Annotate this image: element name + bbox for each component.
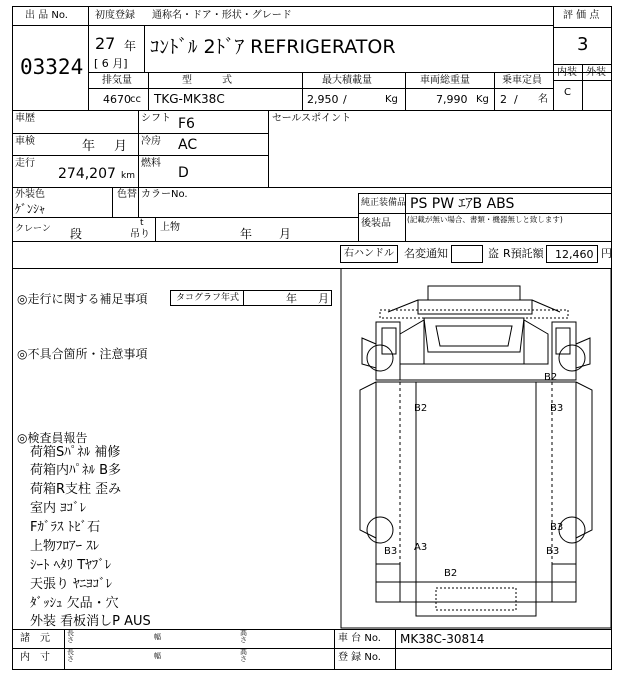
damage-mark: B3 <box>546 546 560 557</box>
color-no2-label: カラーNo. <box>141 189 188 200</box>
interior-dims-label: 内 寸 <box>20 652 50 663</box>
inspection-month: 月 <box>114 139 128 154</box>
recycle-unit: 円 <box>601 247 612 260</box>
list-item: 天張り ﾔﾆﾖｺﾞﾚ <box>30 577 113 592</box>
equipment-value: PS PW ｴｱB ABS <box>410 196 515 212</box>
exterior-label: 外装 <box>586 67 606 78</box>
color-no-label: 色替 <box>117 189 137 200</box>
chassis-value: MK38C-30814 <box>400 632 485 646</box>
fuel-value: D <box>178 165 189 181</box>
ac-value: AC <box>178 137 198 153</box>
damage-mark: A3 <box>414 542 428 553</box>
gross-weight: 7,990 <box>436 93 468 106</box>
color-label: 外装色 <box>15 189 45 200</box>
displacement: 4670 <box>103 93 131 106</box>
height-label: 高さ <box>240 629 247 644</box>
list-item: 荷箱Sﾊﾟﾈﾙ 補修 <box>30 445 121 460</box>
first-reg-label: 初度登録 <box>95 10 135 21</box>
model: TKG-MK38C <box>154 92 225 106</box>
reg-month: [ 6 月] <box>94 57 128 70</box>
list-item: ﾀﾞｯｼｭ 欠品・穴 <box>30 596 119 611</box>
mileage-unit: km <box>121 171 135 181</box>
tax-label: 盗 <box>488 247 499 260</box>
equipment-label: 純正装備品 <box>361 198 407 208</box>
aftermarket-label: 後装品 <box>361 218 391 229</box>
name-label: 通称名・ドア・形状・グレード <box>152 10 292 21</box>
shift-value: F6 <box>178 116 195 132</box>
displacement-unit: cc <box>130 94 141 105</box>
damage-mark: B3 <box>550 403 564 414</box>
lot-no-label: 出 品 No. <box>25 10 68 21</box>
capacity-unit: 名 <box>538 94 548 105</box>
list-item: 外装 看板消しP AUS <box>30 614 151 629</box>
length-label-2: 長さ <box>67 648 74 663</box>
upper-label: 上物 <box>160 222 180 233</box>
max-load: 2,950 <box>307 93 339 106</box>
lot-no: 03324 <box>20 55 84 79</box>
history-label: 車歴 <box>15 113 35 124</box>
damage-mark: B2 <box>414 403 428 414</box>
displacement-label: 排気量 <box>102 75 132 86</box>
crane-label: クレーン <box>15 224 51 234</box>
upper-month: 月 <box>279 227 292 241</box>
reg-year: 27 <box>95 34 116 53</box>
grade-value: 3 <box>577 34 589 55</box>
max-load-sep: / <box>343 93 347 106</box>
name-change-label: 名変通知 <box>404 247 448 260</box>
aftermarket-note: (記載が無い場合、書類・機器無しと致します) <box>407 215 563 224</box>
fuel-label: 燃料 <box>141 158 161 169</box>
inspector-label: ◎検査員報告 <box>17 431 88 445</box>
right-hand-label: 右ハンドル <box>344 248 394 259</box>
list-item: 上物ﾌﾛｱｰ ｽﾚ <box>30 539 100 554</box>
crane-hook: 吊り <box>130 229 150 240</box>
tacho-label: タコグラフ年式 <box>176 293 240 303</box>
list-item: 荷箱R支柱 歪み <box>30 482 122 497</box>
color-value: ｹﾞﾝｼｬ <box>15 202 46 216</box>
shift-label: シフト <box>141 113 171 124</box>
crane-stage: 段 <box>70 227 83 241</box>
tacho-year: 年 <box>286 292 297 305</box>
inspection-year: 年 <box>82 139 96 154</box>
ac-label: 冷房 <box>141 136 161 147</box>
list-item: Fｶﾞﾗｽ ﾄﾋﾞ石 <box>30 520 101 535</box>
driving-notes-label: ◎走行に関する補足事項 <box>17 292 148 306</box>
capacity: 2 <box>500 93 507 106</box>
dims-label: 諸 元 <box>20 633 50 644</box>
list-item: ｼｰﾄ ﾍﾀﾘ Tﾔﾌﾞﾚ <box>30 558 112 573</box>
max-load-unit: Kg <box>385 94 398 105</box>
damage-mark: B3 <box>550 522 564 533</box>
width-label: 幅 <box>154 633 161 641</box>
recycle-value: 12,460 <box>555 248 594 261</box>
height-label-2: 高さ <box>240 648 247 663</box>
interior-grade: C <box>564 87 571 98</box>
gross-weight-label: 車両総重量 <box>420 75 470 86</box>
damage-mark: B2 <box>444 568 458 579</box>
width-label-2: 幅 <box>154 652 161 660</box>
max-load-label: 最大積載量 <box>322 75 372 86</box>
truck-diagram <box>340 268 612 629</box>
model-label: 型 式 <box>182 75 232 86</box>
capacity-label: 乗車定員 <box>502 75 542 86</box>
length-label: 長さ <box>67 629 74 644</box>
capacity-sep: / <box>514 93 518 106</box>
list-item: 荷箱内ﾊﾟﾈﾙ B多 <box>30 463 122 478</box>
tacho-month: 月 <box>318 292 329 305</box>
interior-label: 内装 <box>557 67 577 78</box>
sales-point-label: セールスポイント <box>272 113 352 124</box>
damage-mark: B2 <box>544 372 558 383</box>
recycle-label: R預託額 <box>503 247 544 260</box>
crane-t: t <box>140 218 144 228</box>
mileage: 274,207 <box>58 166 116 182</box>
grade-label: 評 価 点 <box>563 10 600 21</box>
list-item: 室内 ﾖｺﾞﾚ <box>30 501 87 516</box>
reg-label: 登 録 No. <box>338 652 381 663</box>
chassis-label: 車 台 No. <box>338 633 381 644</box>
damage-mark: B3 <box>384 546 398 557</box>
name-change-box <box>451 245 483 263</box>
inspection-label: 車検 <box>15 136 35 147</box>
car-name: ｺﾝﾄﾞﾙ 2ﾄﾞｱ REFRIGERATOR <box>150 36 396 58</box>
defects-label: ◎不具合箇所・注意事項 <box>17 347 148 361</box>
upper-year: 年 <box>240 227 253 241</box>
mileage-label: 走行 <box>15 158 35 169</box>
reg-year-unit: 年 <box>124 39 137 53</box>
gross-weight-unit: Kg <box>476 94 489 105</box>
